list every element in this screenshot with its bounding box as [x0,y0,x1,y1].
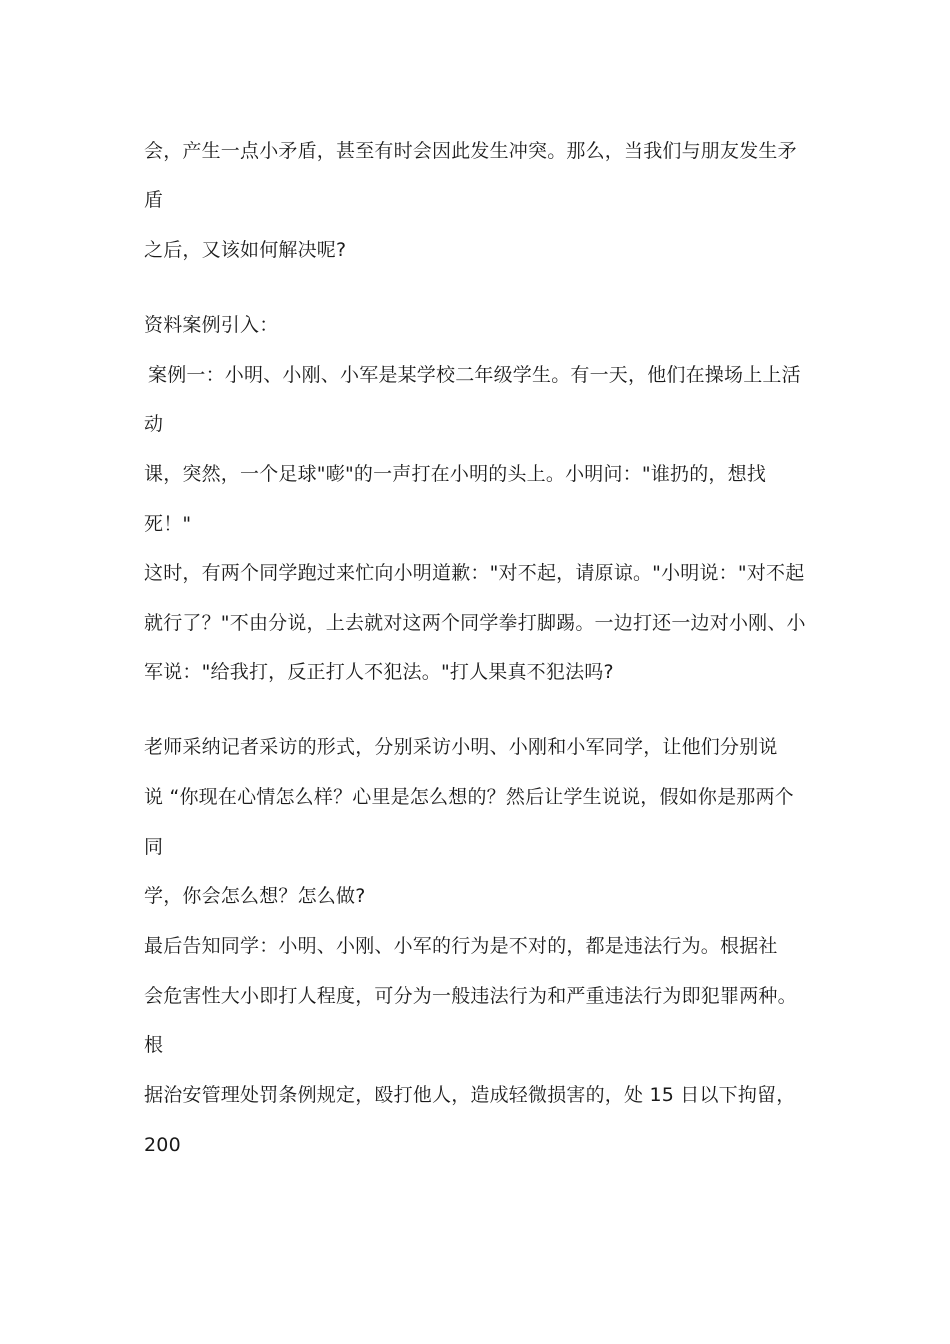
paragraph-line: 同 [144,836,164,858]
paragraph-line: 之后，又该如何解决呢? [144,239,347,261]
paragraph-line: 会危害性大小即打人程度，可分为一般违法行为和严重违法行为即犯罪两种。 [144,985,797,1007]
paragraph-line: 200 [144,1134,181,1156]
section-heading: 资料案例引入： [144,314,279,336]
paragraph-line: 盾 [144,189,164,211]
paragraph-line: 动 [144,413,164,435]
paragraph-line: 最后告知同学：小明、小刚、小军的行为是不对的，都是违法行为。根据社 [144,935,778,957]
paragraph-line: 根 [144,1034,164,1056]
paragraph-line: 死！" [144,513,192,535]
paragraph-line: 这时，有两个同学跑过来忙向小明道歉："对不起，请原谅。"小明说："对不起 [144,562,805,584]
paragraph-line: 军说："给我打，反正打人不犯法。"打人果真不犯法吗? [144,661,614,683]
paragraph-line: 案例一：小明、小刚、小军是某学校二年级学生。有一天，他们在操场上上活 [148,364,801,386]
paragraph-line: 说 “你现在心情怎么样？心里是怎么想的？然后让学生说说，假如你是那两个 [144,786,794,808]
paragraph-line: 课，突然，一个足球"嘭"的一声打在小明的头上。小明问："谁扔的，想找 [144,463,767,485]
paragraph-line: 据治安管理处罚条例规定，殴打他人，造成轻微损害的，处 15 日以下拘留， [144,1084,796,1106]
paragraph-line: 就行了？"不由分说，上去就对这两个同学拳打脚踢。一边打还一边对小刚、小 [144,612,806,634]
paragraph-line: 学，你会怎么想？怎么做? [144,885,366,907]
paragraph-line: 会，产生一点小矛盾，甚至有时会因此发生冲突。那么，当我们与朋友发生矛 [144,140,797,162]
paragraph-line: 老师采纳记者采访的形式，分别采访小明、小刚和小军同学，让他们分别说 [144,736,778,758]
